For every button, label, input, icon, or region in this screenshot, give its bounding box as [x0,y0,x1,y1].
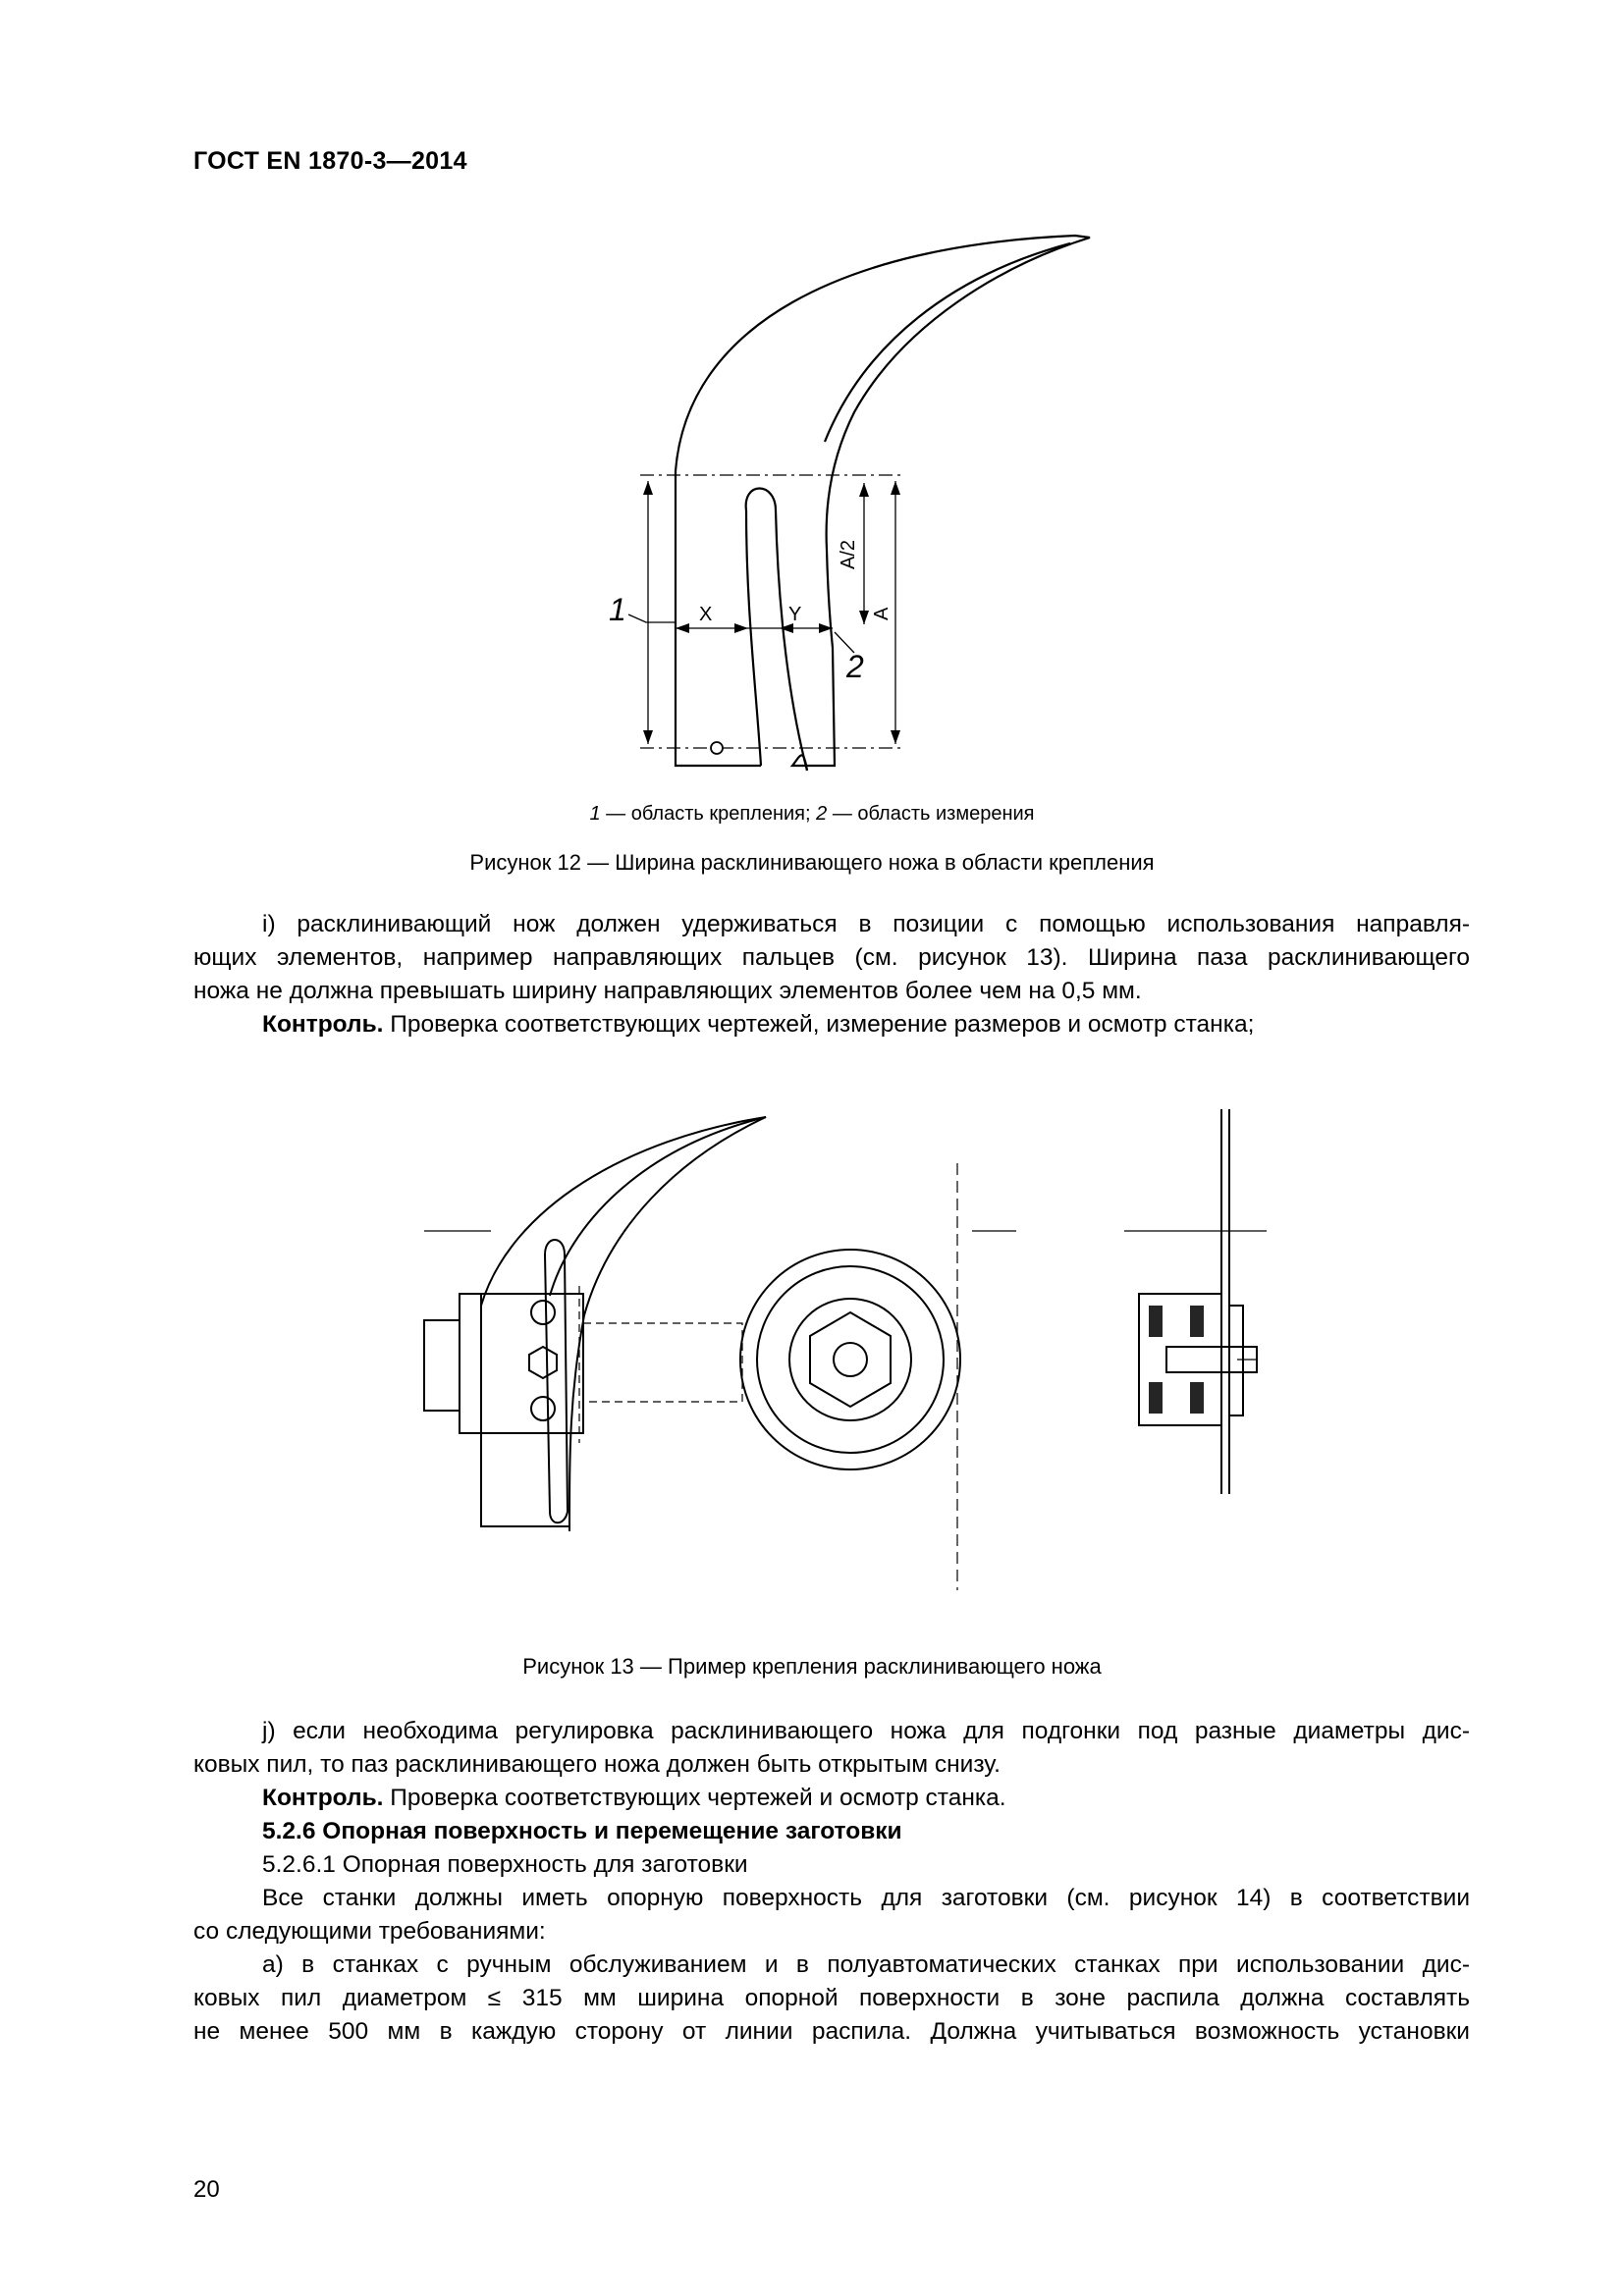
control-text-j: Проверка соответствующих чертежей и осмотр станка. [383,1785,1006,1811]
item-a-line-3: не менее 500 мм в каждую сторону от линии распила. Должна учитываться возможность установки [193,2018,1470,2045]
label-1: 1 [609,592,626,627]
legend-text-1: — область крепления; [600,803,817,825]
paragraph-j [193,1715,1470,2049]
section-title [193,1815,1470,1848]
label-2: 2 [846,649,864,684]
control-label-j: Контроль. [262,1785,384,1811]
paragraph-i-line-3: ножа не должна превышать ширину направляющих элементов более чем на 0,5 мм. [193,978,1142,1004]
control-text: Проверка соответствующих чертежей, измерение размеров и осмотр станка; [383,1011,1255,1038]
legend-number-1: 1 [589,803,601,825]
figure-13-caption: Рисунок 13 — Пример крепления расклинивающего ножа [522,1654,1102,1679]
paragraph-i-line-2: ющих элементов, например направляющих пальцев (см. рисунок 13). Ширина паза расклинивающего [193,944,1470,971]
label-a-half: A/2 [838,539,859,569]
paragraph-i-line-1: i) расклинивающий нож должен удерживаться в позиции с помощью использования направля- [262,911,1470,937]
paragraph-support-line-1: Все станки должны иметь опорную поверхность для заготовки (см. рисунок 14) в соответствии [262,1885,1470,1911]
control-line-j [193,1782,1470,1815]
label-a: A [871,607,893,620]
legend-text-2: — область измерения [827,803,1035,825]
label-y: Y [788,604,802,625]
label-x: X [699,604,713,625]
document-header: ГОСТ EN 1870-3—2014 [193,147,467,175]
item-a-line-2: ковых пил диаметром ≤ 315 мм ширина опорной поверхности в зоне распила должна составлять [193,1985,1470,2011]
paragraph-j-line-2: ковых пил, то паз расклинивающего ножа должен быть открытым снизу. [193,1751,1001,1778]
subsection-title: 5.2.6.1 Опорная поверхность для заготовки [262,1851,748,1878]
item-a-line-1: a) в станках с ручным обслуживанием и в полуавтоматических станках при использовании дис- [262,1951,1470,1978]
section-title-text: 5.2.6 Опорная поверхность и перемещение заготовки [262,1818,902,1844]
page-number: 20 [193,2176,220,2203]
paragraph-j-line-1: j) если необходима регулировка расклинивающего ножа для подгонки под разные диаметры дис- [262,1718,1470,1744]
figure-12-caption: Рисунок 12 — Ширина расклинивающего ножа в области крепления [469,850,1155,875]
legend-number-2: 2 [816,803,828,825]
paragraph-support-line-2: со следующими требованиями: [193,1918,546,1945]
control-label: Контроль. [262,1011,384,1038]
